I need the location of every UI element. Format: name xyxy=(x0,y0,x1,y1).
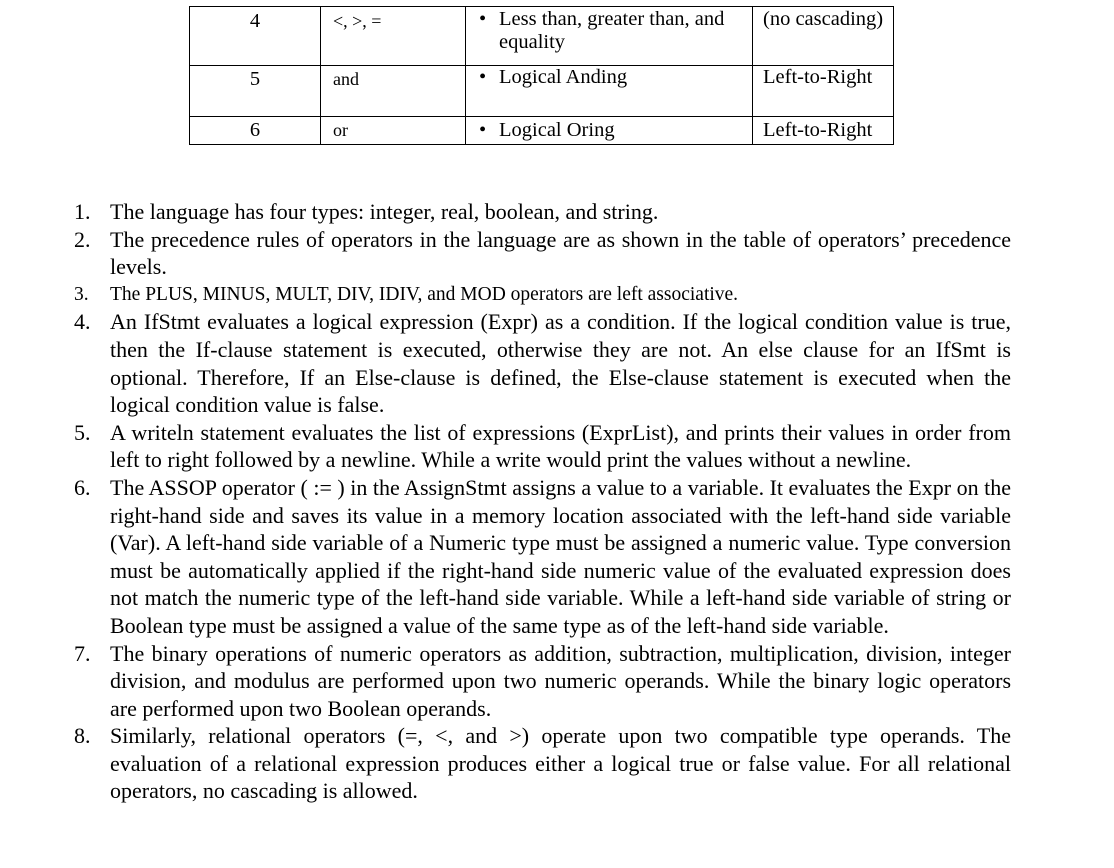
bullet-icon: • xyxy=(479,119,487,141)
item-number: 5. xyxy=(74,419,91,445)
list-item xyxy=(74,198,1011,226)
precedence-level: 4 xyxy=(190,7,321,66)
list-item xyxy=(74,281,1011,309)
item-text: The precedence rules of operators in the language are as shown in the table of operators’ precedence levels. xyxy=(110,226,1011,280)
list-item xyxy=(74,474,1011,640)
operator-symbols: or xyxy=(321,117,466,145)
precedence-level: 5 xyxy=(190,66,321,117)
list-item xyxy=(74,419,1011,474)
associativity: Left-to-Right xyxy=(753,117,894,145)
language-notes-list xyxy=(74,198,1011,805)
operator-description xyxy=(466,66,753,117)
operator-description xyxy=(466,7,753,66)
item-text: An IfStmt evaluates a logical expression (Expr) as a condition. If the logical condition value is true, then the If-clause statement is executed, otherwise they are not. An else clause for an IfSmt is optional. Therefore, If an Else-clause is defined, the Else-clause statement is executed when the logical condition value is false. xyxy=(110,309,1011,418)
item-number: 1. xyxy=(74,199,91,224)
precedence-row xyxy=(190,66,894,117)
item-number: 7. xyxy=(74,640,91,666)
associativity: (no cascading) xyxy=(753,7,894,66)
description-text: Logical Oring xyxy=(499,119,615,141)
operator-description xyxy=(466,117,753,145)
operator-symbols: and xyxy=(321,66,466,117)
precedence-row xyxy=(190,117,894,145)
item-text: A writeln statement evaluates the list of expressions (ExprList), and prints their values in order from left to right followed by a newline. While a write would print the values without a newline. xyxy=(110,419,1011,473)
item-text: The binary operations of numeric operators as addition, subtraction, multiplication, division, integer division, and modulus are performed upon two numeric operands. While the binary logic operators are performed upon two Boolean operands. xyxy=(110,640,1011,721)
operator-symbols: <, >, = xyxy=(321,7,466,66)
item-number: 6. xyxy=(74,474,91,500)
item-text: The language has four types: integer, real, boolean, and string. xyxy=(110,199,659,224)
item-number: 2. xyxy=(74,226,91,252)
list-item xyxy=(74,226,1011,281)
precedence-level: 6 xyxy=(190,117,321,145)
list-item xyxy=(74,308,1011,418)
item-number: 4. xyxy=(74,309,91,335)
bullet-icon: • xyxy=(479,8,487,30)
precedence-table xyxy=(189,6,894,145)
item-number: 8. xyxy=(74,723,91,749)
item-text: The ASSOP operator ( := ) in the AssignStmt assigns a value to a variable. It evaluates the Expr on the right-hand side and saves its value in a memory location associated with the left-hand side variable (Var). A left-hand side variable of a Numeric type must be assigned a numeric value. Type conversion must be automatically applied if the right-hand side numeric value of the evaluated expression does not match the numeric type of the left-hand side variable. While a left-hand side variable of string or Boolean type must be assigned a value of the same type as of the left-hand side variable. xyxy=(110,474,1011,638)
description-text: Less than, greater than, and equality xyxy=(499,8,725,53)
item-text: Similarly, relational operators (=, <, and >) operate upon two compatible type operands. The evaluation of a relational expression produces either a logical true or false value. For all relational operators, no cascading is allowed. xyxy=(110,723,1011,804)
bullet-icon: • xyxy=(479,66,487,88)
item-number: 3. xyxy=(74,283,89,305)
precedence-row xyxy=(190,7,894,66)
list-item xyxy=(74,722,1011,805)
description-text: Logical Anding xyxy=(499,66,628,88)
list-item xyxy=(74,640,1011,723)
associativity: Left-to-Right xyxy=(753,66,894,117)
item-text: The PLUS, MINUS, MULT, DIV, IDIV, and MOD operators are left associative. xyxy=(110,283,739,305)
